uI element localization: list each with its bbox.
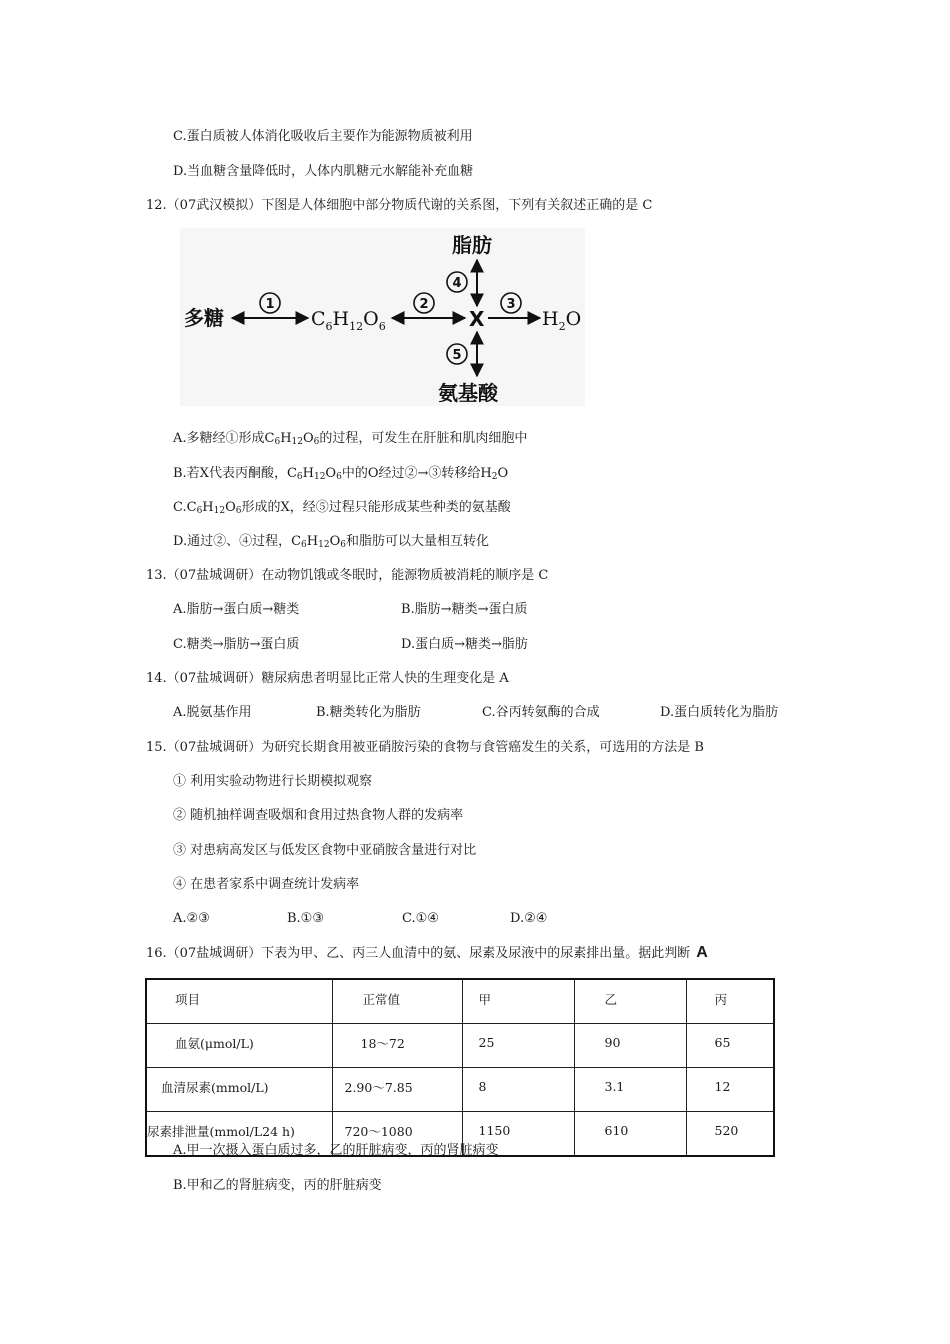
statement-15-1: ① 利用实验动物进行长期模拟观察 (173, 774, 373, 789)
circle-4-number: 4 (452, 276, 462, 291)
table-row (146, 1068, 774, 1112)
option-12-a: A.多糖经①形成$C_6H_{12}O_6$的过程，可发生在肝脏和肌肉细胞中 (173, 431, 528, 447)
circle-5-number: 5 (452, 348, 462, 363)
table-header-cell: 乙 (574, 979, 686, 1024)
option-12-d: D.通过②、④过程，$C_6H_{12}O_6$和脂肪可以大量相互转化 (173, 534, 489, 550)
table-cell: 90 (574, 1024, 686, 1068)
diagram-amino-acid-label: 氨基酸 (438, 381, 498, 405)
statement-15-4: ④ 在患者家系中调查统计发病率 (173, 877, 360, 892)
table-cell: 血氨(μmol/L) (146, 1024, 332, 1068)
circle-1-number: 1 (265, 297, 275, 312)
question-12-stem: 12.（07武汉模拟）下图是人体细胞中部分物质代谢的关系图，下列有关叙述正确的是 C (146, 198, 653, 213)
table-cell: 1150 (462, 1112, 574, 1157)
statement-15-3: ③ 对患病高发区与低发区食物中亚硝胺含量进行对比 (173, 843, 477, 858)
option-15-c: C.①④ (402, 911, 439, 926)
table-cell: 3.1 (574, 1068, 686, 1112)
diagram-fat-label: 脂肪 (452, 233, 492, 257)
option-15-b: B.①③ (287, 911, 324, 926)
option-16-b: B.甲和乙的肾脏病变，丙的肝脏病变 (173, 1178, 382, 1193)
statement-15-2: ② 随机抽样调查吸烟和食用过热食物人群的发病率 (173, 808, 464, 823)
option-14-d: D.蛋白质转化为脂肪 (660, 705, 779, 720)
circle-3-number: 3 (506, 297, 516, 312)
table-cell: 520 (686, 1112, 774, 1157)
option-15-a: A.②③ (173, 911, 210, 926)
table-cell: 血清尿素(mmol/L) (146, 1068, 332, 1112)
table-header-cell: 丙 (686, 979, 774, 1024)
question-15-stem: 15.（07盐城调研）为研究长期食用被亚硝胺污染的食物与食管癌发生的关系，可选用的方法是 B (146, 740, 704, 755)
option-12-c: $C.C_6H_{12}O_6$形成的X，经⑤过程只能形成某些种类的氨基酸 (173, 500, 511, 516)
metabolism-diagram-svg (180, 228, 585, 406)
option-13-c: C.糖类→脂肪→蛋白质 (173, 637, 300, 652)
table-cell: 25 (462, 1024, 574, 1068)
option-16-a: A.甲一次摄入蛋白质过多，乙的肝脏病变，丙的肾脏病变 (173, 1143, 499, 1158)
option-11-c: C.蛋白质被人体消化吸收后主要作为能源物质被利用 (173, 129, 473, 144)
option-14-c: C.谷丙转氨酶的合成 (482, 705, 600, 720)
option-13-a: A.脂肪→蛋白质→糖类 (173, 602, 300, 617)
diagram-x-label: X (469, 307, 485, 331)
table-cell: 2.90～7.85 (332, 1068, 462, 1112)
diagram-water-formula: $H_2O$ (542, 308, 582, 333)
table-header-cell: 正常值 (332, 979, 462, 1024)
table-header-cell: 甲 (462, 979, 574, 1024)
option-13-b: B.脂肪→糖类→蛋白质 (401, 602, 528, 617)
option-13-d: D.蛋白质→糖类→脂肪 (401, 637, 528, 652)
table-cell: 8 (462, 1068, 574, 1112)
data-table (145, 978, 775, 1157)
question-16-answer: A (696, 944, 708, 961)
table-row (146, 1024, 774, 1068)
table-header-cell: 项目 (146, 979, 332, 1024)
diagram-polysaccharide-label: 多糖 (184, 306, 224, 330)
option-11-d: D.当血糖含量降低时，人体内肌糖元水解能补充血糖 (173, 164, 474, 179)
table-cell: 18～72 (332, 1024, 462, 1068)
table-header-row (146, 979, 774, 1024)
table-cell: 610 (574, 1112, 686, 1157)
option-14-b: B.糖类转化为脂肪 (316, 705, 421, 720)
option-12-b: B.若X代表丙酮酸，$C_6H_{12}O_6$中的O经过②→③转移给$H_2O$ (173, 466, 509, 482)
question-16-stem: 16.（07盐城调研）下表为甲、乙、丙三人血清中的氨、尿素及尿液中的尿素排出量。据此判断 A (146, 944, 708, 961)
option-15-d: D.②④ (510, 911, 548, 926)
question-14-stem: 14.（07盐城调研）糖尿病患者明显比正常人快的生理变化是 A (146, 671, 509, 686)
table-cell: 12 (686, 1068, 774, 1112)
table-cell: 尿素排泄量(mmol/L24 h) (146, 1112, 332, 1157)
metabolism-diagram (180, 228, 585, 406)
diagram-glucose-formula: $C_6H_{12}O_6$ (311, 308, 386, 333)
option-14-a: A.脱氨基作用 (173, 705, 252, 720)
question-13-stem: 13.（07盐城调研）在动物饥饿或冬眠时，能源物质被消耗的顺序是 C (146, 568, 549, 583)
table-cell: 720～1080 (332, 1112, 462, 1157)
table-cell: 65 (686, 1024, 774, 1068)
circle-2-number: 2 (419, 297, 429, 312)
